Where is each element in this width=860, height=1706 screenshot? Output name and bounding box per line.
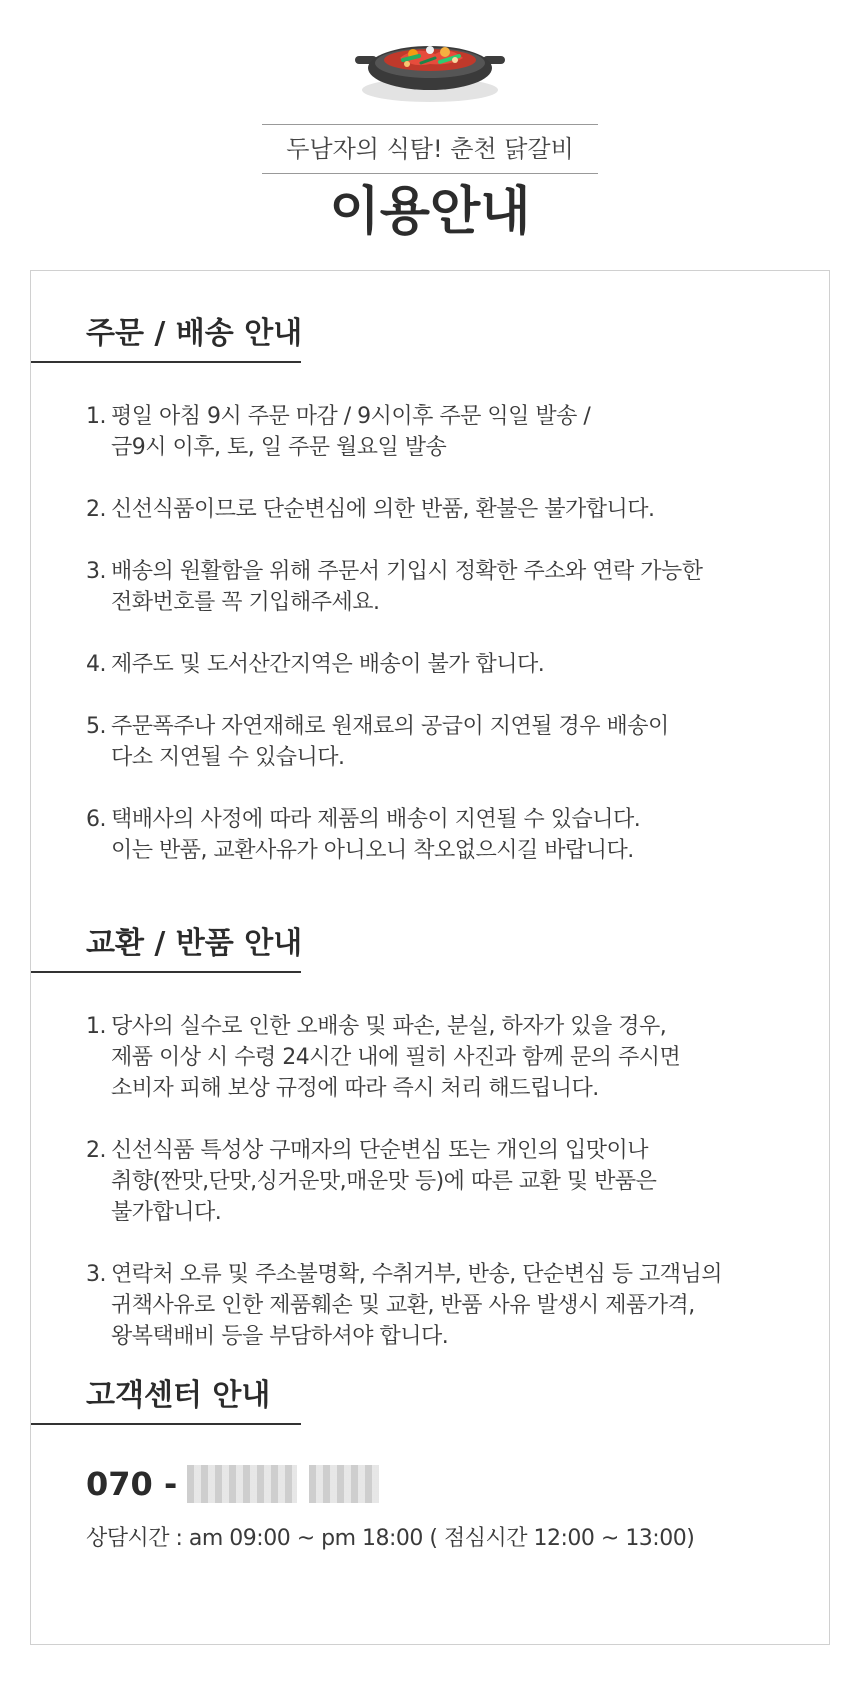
list-item-number: 6. [86,807,106,832]
phone-number[interactable] [86,1461,379,1507]
section-title-customer-center: 고객센터 안내 [31,1375,301,1425]
list-item-number: 3. [86,559,106,584]
list-item-text: 택배사의 사정에 따라 제품의 배송이 지연될 수 있습니다. [111,807,641,832]
list-item-text: 평일 아침 9시 주문 마감 / 9시이후 주문 익일 발송 / [111,404,591,429]
list-item [86,804,806,866]
list-item [86,1259,806,1352]
list-item-text: 이는 반품, 교환사유가 아니오니 착오없으시길 바랍니다. [111,838,634,863]
list-item-text: 전화번호를 꼭 기입해주세요. [111,590,380,615]
list-item-number: 1. [86,1014,106,1039]
list-item-number: 1. [86,404,106,429]
list-item-text: 신선식품이므로 단순변심에 의한 반품, 환불은 불가합니다. [111,497,655,522]
list-item-text: 당사의 실수로 인한 오배송 및 파손, 분실, 하자가 있을 경우, [111,1014,667,1039]
list-item-number: 2. [86,1138,106,1163]
info-card [30,270,830,1645]
list-item-text: 귀책사유로 인한 제품훼손 및 교환, 반품 사유 발생시 제품가격, [111,1293,695,1318]
list-item-number: 4. [86,652,106,677]
order-shipping-list [86,401,806,897]
list-item-text: 다소 지연될 수 있습니다. [111,745,345,770]
list-item [86,494,806,525]
list-item-text: 소비자 피해 보상 규정에 따라 즉시 처리 해드립니다. [111,1076,599,1101]
list-item-text: 금9시 이후, 토, 일 주문 월요일 발송 [111,435,447,460]
list-item [86,556,806,618]
list-item-text: 주문폭주나 자연재해로 원재료의 공급이 지연될 경우 배송이 [111,714,669,739]
list-item [86,649,806,680]
list-item [86,1011,806,1104]
list-item-text: 연락처 오류 및 주소불명확, 수취거부, 반송, 단순변심 등 고객님의 [111,1262,722,1287]
list-item [86,401,806,463]
section-title-order-shipping: 주문 / 배송 안내 [31,313,301,363]
list-item [86,1135,806,1228]
header-subtitle: 두남자의 식탐! 춘천 닭갈비 [262,124,598,174]
list-item-text: 불가합니다. [111,1200,222,1225]
list-item-text: 제주도 및 도서산간지역은 배송이 불가 합니다. [111,652,545,677]
list-item-number: 2. [86,497,106,522]
list-item-text: 제품 이상 시 수령 24시간 내에 필히 사진과 함께 문의 주시면 [111,1045,681,1070]
consultation-hours: 상담시간 : am 09:00 ~ pm 18:00 ( 점심시간 12:00 ~ 13:00) [86,1526,695,1551]
list-item-text: 배송의 원활함을 위해 주문서 기입시 정확한 주소와 연락 가능한 [111,559,703,584]
list-item-number: 3. [86,1262,106,1287]
exchange-return-list [86,1011,806,1383]
list-item-text: 왕복택배비 등을 부담하셔야 합니다. [111,1324,449,1349]
page-title: 이용안내 [329,182,531,242]
list-item-text: 취향(짠맛,단맛,싱거운맛,매운맛 등)에 따른 교환 및 반품은 [111,1169,657,1194]
list-item-number: 5. [86,714,106,739]
section-title-exchange-return: 교환 / 반품 안내 [31,923,301,973]
list-item-text: 신선식품 특성상 구매자의 단순변심 또는 개인의 입맛이나 [111,1138,649,1163]
phone-blurred-digits [187,1464,379,1504]
dakgalbi-pan-icon [355,38,505,108]
list-item [86,711,806,773]
phone-prefix: 070 - [86,1465,178,1503]
